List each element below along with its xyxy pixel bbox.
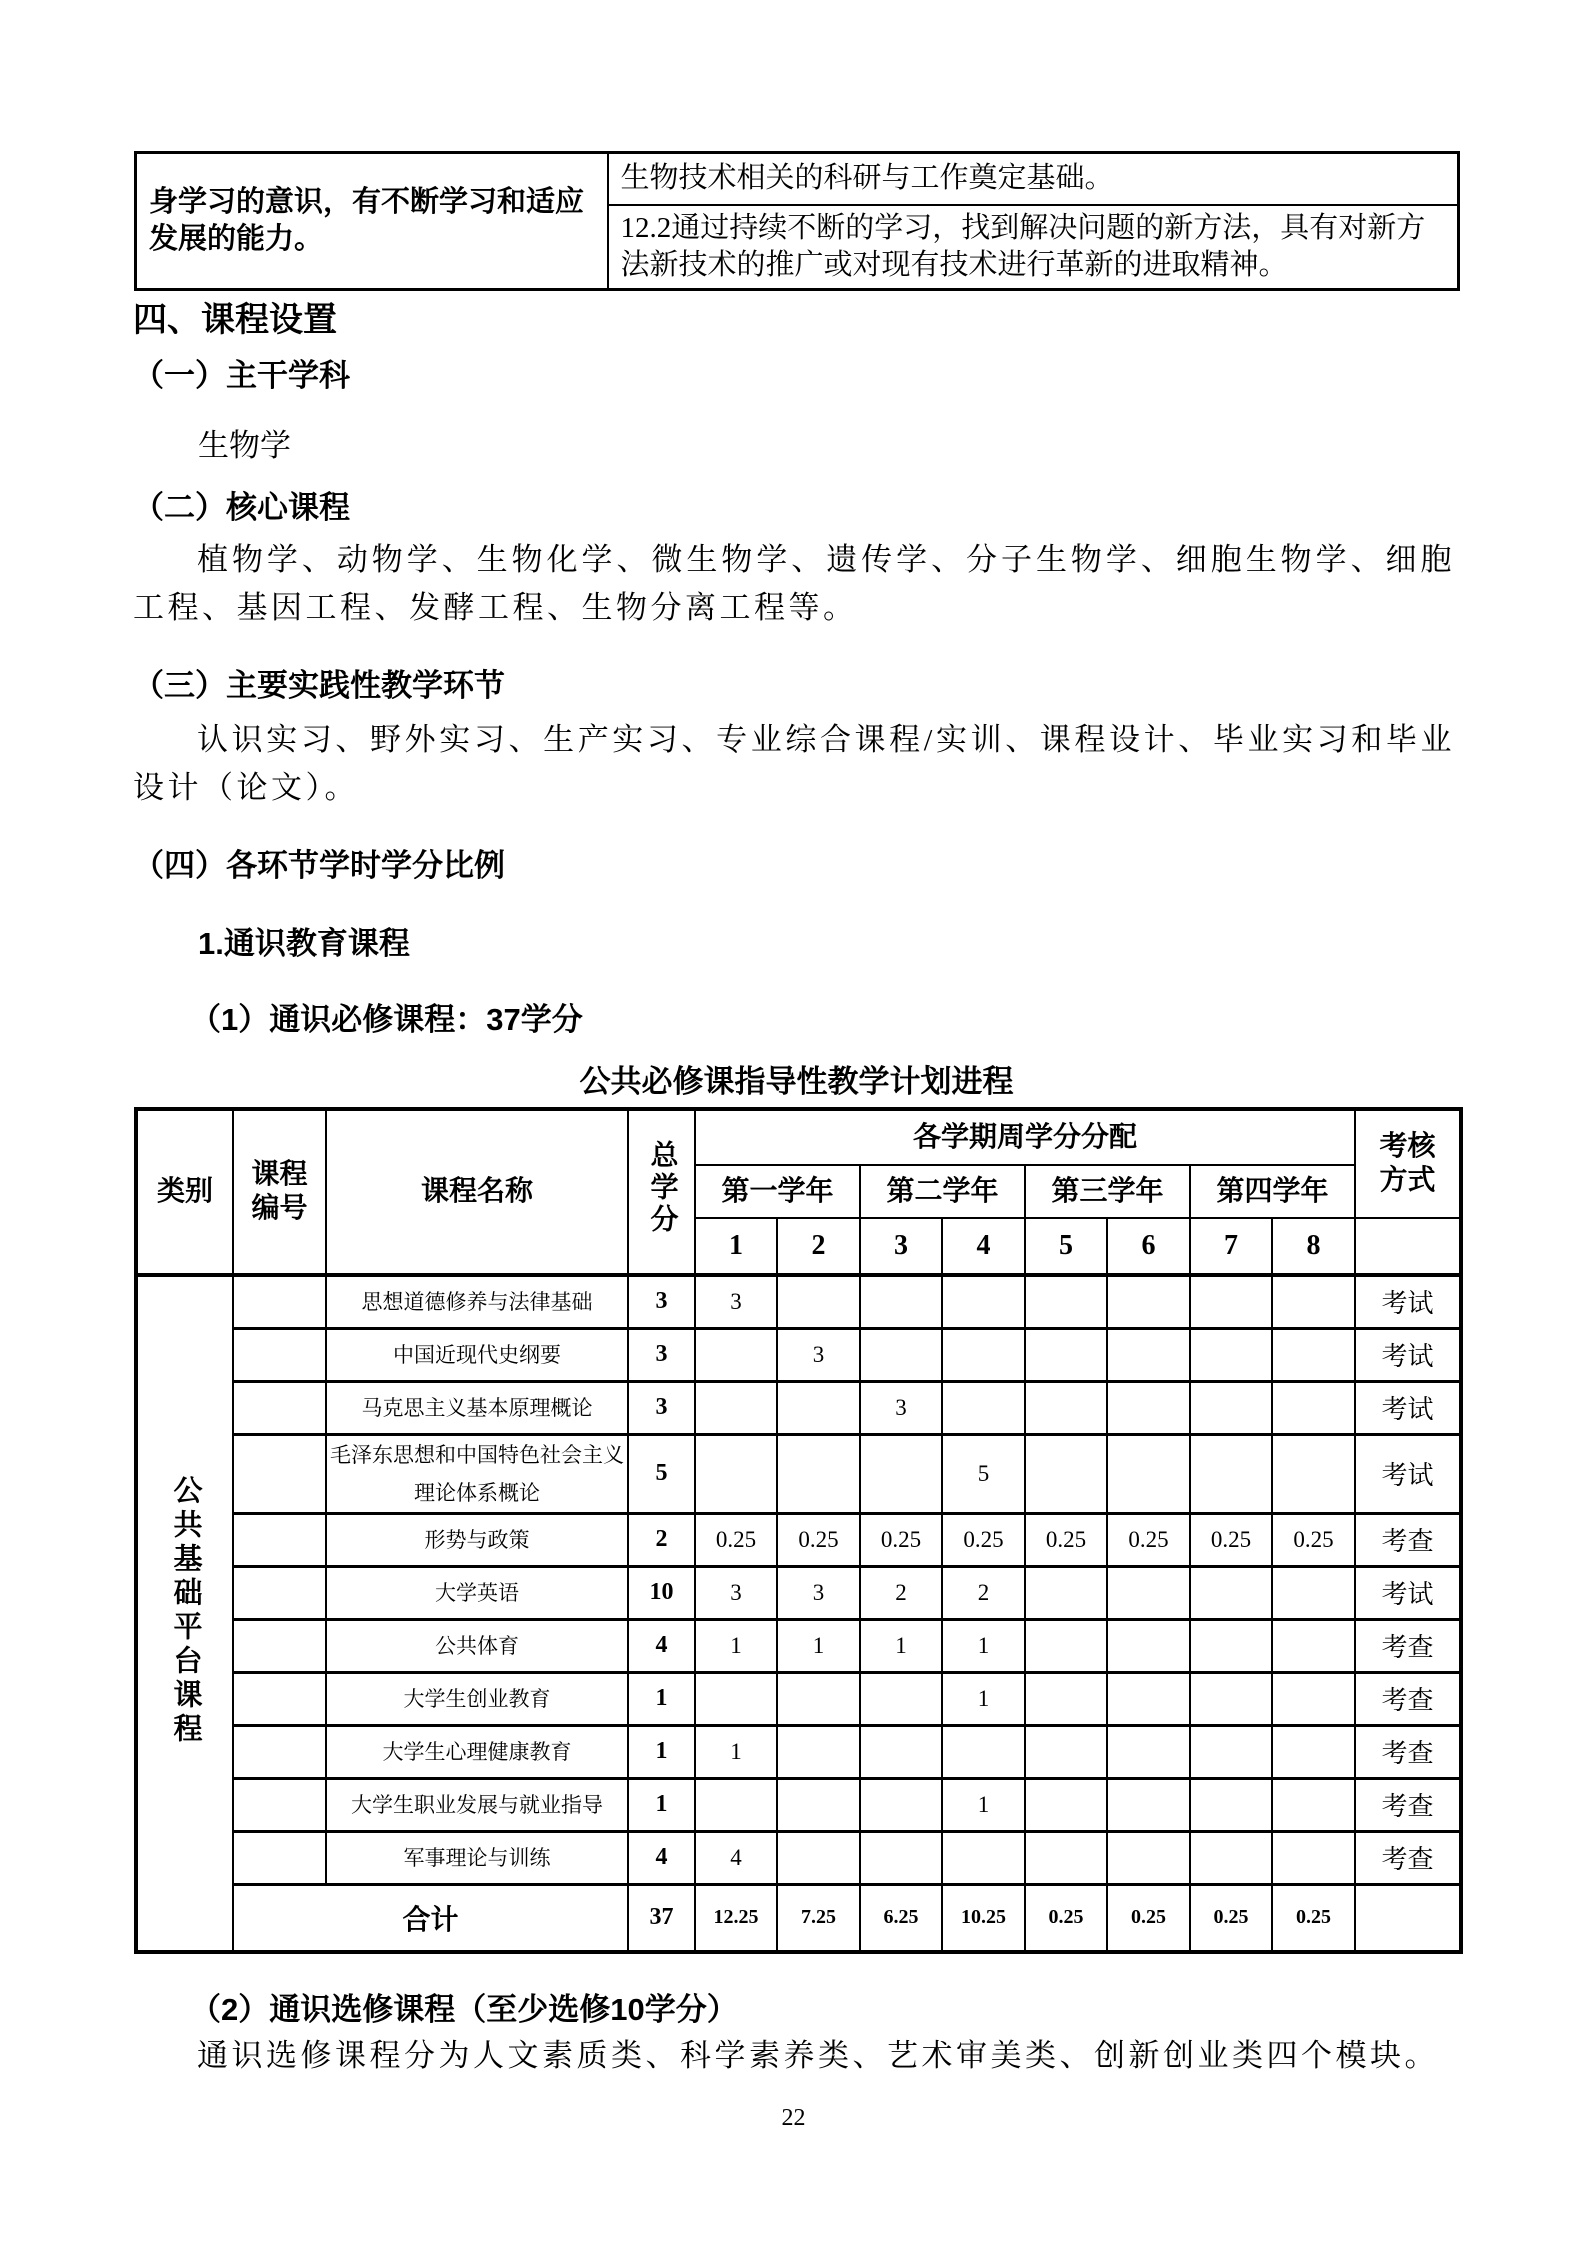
semester-credit-cell xyxy=(1190,1778,1272,1831)
header-sem-2: 2 xyxy=(777,1218,860,1275)
course-row xyxy=(136,1778,1461,1831)
semester-credit-cell xyxy=(1107,1566,1190,1619)
indicator-cell-2: 12.2通过持续不断的学习，找到解决问题的新方法，具有对新方法新技术的推广或对现有技术进行革新的进取精神。 xyxy=(608,205,1459,290)
header-year-2: 第二学年 xyxy=(860,1165,1025,1218)
semester-credit-cell xyxy=(695,1328,777,1381)
assessment-cell: 考查 xyxy=(1355,1725,1461,1778)
graduation-requirement-table xyxy=(134,151,1460,291)
semester-credit-cell xyxy=(1272,1619,1355,1672)
semester-credit-cell xyxy=(1272,1328,1355,1381)
category-label: 公共基础平台课程 xyxy=(169,1475,202,1747)
course-no-cell xyxy=(233,1513,326,1566)
semester-credit-cell xyxy=(1025,1328,1107,1381)
semester-credit-cell xyxy=(1190,1831,1272,1884)
semester-credit-cell xyxy=(1272,1831,1355,1884)
semester-credit-cell xyxy=(860,1778,942,1831)
section-heading-4: 四、课程设置 xyxy=(133,301,337,339)
header-year-3: 第三学年 xyxy=(1025,1165,1190,1218)
page-number: 22 xyxy=(781,2105,806,2131)
semester-credit-cell xyxy=(860,1672,942,1725)
semester-credit-cell xyxy=(777,1672,860,1725)
schedule-table-title: 公共必修课指导性教学计划进程 xyxy=(579,1064,1014,1099)
semester-credit-cell xyxy=(860,1434,942,1513)
course-row xyxy=(136,1619,1461,1672)
total-semester-cell: 7.25 xyxy=(777,1884,860,1952)
semester-credit-cell xyxy=(1107,1619,1190,1672)
semester-credit-cell xyxy=(942,1381,1025,1434)
course-name-cell: 中国近现代史纲要 xyxy=(326,1328,628,1381)
semester-credit-cell xyxy=(1025,1619,1107,1672)
semester-credit-cell xyxy=(942,1831,1025,1884)
assessment-cell: 考试 xyxy=(1355,1328,1461,1381)
semester-credit-cell xyxy=(695,1434,777,1513)
semester-credit-cell: 3 xyxy=(695,1275,777,1328)
semester-credit-cell xyxy=(942,1275,1025,1328)
total-credits-cell: 1 xyxy=(628,1778,695,1831)
semester-credit-cell: 0.25 xyxy=(942,1513,1025,1566)
header-total-credits: 总学分 xyxy=(628,1109,695,1275)
semester-credit-cell xyxy=(860,1831,942,1884)
header-sem-6: 6 xyxy=(1107,1218,1190,1275)
course-no-cell xyxy=(233,1831,326,1884)
course-row xyxy=(136,1831,1461,1884)
semester-credit-cell xyxy=(1190,1725,1272,1778)
semester-credit-cell: 1 xyxy=(942,1672,1025,1725)
semester-credit-cell xyxy=(1107,1672,1190,1725)
semester-credit-cell xyxy=(1272,1381,1355,1434)
semester-credit-cell xyxy=(1107,1275,1190,1328)
semester-credit-cell xyxy=(1190,1328,1272,1381)
course-name-cell: 大学生创业教育 xyxy=(326,1672,628,1725)
total-credits-cell: 3 xyxy=(628,1275,695,1328)
semester-credit-cell: 5 xyxy=(942,1434,1025,1513)
course-name-cell: 毛泽东思想和中国特色社会主义理论体系概论 xyxy=(326,1434,628,1513)
semester-credit-cell xyxy=(1025,1672,1107,1725)
semester-credit-cell xyxy=(1190,1434,1272,1513)
semester-credit-cell: 4 xyxy=(695,1831,777,1884)
semester-credit-cell xyxy=(1272,1778,1355,1831)
semester-credit-cell xyxy=(860,1275,942,1328)
semester-credit-cell: 0.25 xyxy=(860,1513,942,1566)
semester-credit-cell xyxy=(1107,1328,1190,1381)
header-year-1: 第一学年 xyxy=(695,1165,860,1218)
header-category: 类别 xyxy=(136,1109,233,1275)
total-semester-cell: 0.25 xyxy=(1025,1884,1107,1952)
semester-credit-cell xyxy=(1272,1434,1355,1513)
category-cell xyxy=(136,1275,233,1952)
course-name-cell: 形势与政策 xyxy=(326,1513,628,1566)
total-semester-cell: 10.25 xyxy=(942,1884,1025,1952)
semester-credit-cell xyxy=(777,1778,860,1831)
assessment-cell: 考查 xyxy=(1355,1619,1461,1672)
total-semester-cell: 12.25 xyxy=(695,1884,777,1952)
semester-credit-cell xyxy=(1190,1672,1272,1725)
semester-credit-cell xyxy=(1107,1831,1190,1884)
assessment-cell: 考查 xyxy=(1355,1672,1461,1725)
total-row xyxy=(136,1884,1461,1952)
course-no-cell xyxy=(233,1725,326,1778)
header-sem-3: 3 xyxy=(860,1218,942,1275)
requirement-cell: 身学习的意识，有不断学习和适应发展的能力。 xyxy=(136,153,608,290)
semester-credit-cell xyxy=(777,1381,860,1434)
semester-credit-cell xyxy=(860,1725,942,1778)
semester-credit-cell: 1 xyxy=(695,1725,777,1778)
semester-credit-cell: 0.25 xyxy=(1190,1513,1272,1566)
semester-credit-cell xyxy=(1272,1275,1355,1328)
semester-credit-cell: 2 xyxy=(860,1566,942,1619)
indicator-cell-1: 生物技术相关的科研与工作奠定基础。 xyxy=(608,153,1459,205)
semester-credit-cell xyxy=(1025,1831,1107,1884)
semester-credit-cell xyxy=(1107,1725,1190,1778)
total-credits-sum-cell: 37 xyxy=(628,1884,695,1952)
semester-credit-cell: 3 xyxy=(860,1381,942,1434)
semester-credit-cell xyxy=(1025,1778,1107,1831)
total-semester-cell: 0.25 xyxy=(1272,1884,1355,1952)
semester-credit-cell xyxy=(1190,1275,1272,1328)
total-label-cell: 合计 xyxy=(233,1884,628,1952)
subsection-heading-1: （一）主干学科 xyxy=(133,358,350,393)
assessment-cell: 考试 xyxy=(1355,1566,1461,1619)
schedule-table-body xyxy=(136,1275,1461,1952)
semester-credit-cell xyxy=(942,1328,1025,1381)
semester-credit-cell xyxy=(860,1328,942,1381)
course-row xyxy=(136,1725,1461,1778)
assessment-cell: 考查 xyxy=(1355,1513,1461,1566)
subsection-heading-4: （四）各环节学时学分比例 xyxy=(133,848,505,883)
semester-credit-cell xyxy=(695,1672,777,1725)
total-credits-cell: 3 xyxy=(628,1328,695,1381)
semester-credit-cell xyxy=(1190,1566,1272,1619)
semester-credit-cell xyxy=(777,1725,860,1778)
semester-credit-cell: 0.25 xyxy=(695,1513,777,1566)
semester-credit-cell: 1 xyxy=(942,1778,1025,1831)
total-credits-cell: 2 xyxy=(628,1513,695,1566)
course-name-cell: 公共体育 xyxy=(326,1619,628,1672)
header-assessment-spacer xyxy=(1355,1218,1461,1275)
course-row xyxy=(136,1275,1461,1328)
semester-credit-cell xyxy=(1107,1778,1190,1831)
course-no-cell xyxy=(233,1434,326,1513)
assessment-cell: 考试 xyxy=(1355,1434,1461,1513)
semester-credit-cell: 2 xyxy=(942,1566,1025,1619)
major-discipline-text: 生物学 xyxy=(198,428,291,463)
semester-credit-cell xyxy=(942,1725,1025,1778)
semester-credit-cell xyxy=(777,1831,860,1884)
semester-credit-cell xyxy=(1190,1381,1272,1434)
course-no-cell xyxy=(233,1328,326,1381)
course-row xyxy=(136,1381,1461,1434)
subsection-heading-3: （三）主要实践性教学环节 xyxy=(133,668,505,703)
header-year-4: 第四学年 xyxy=(1190,1165,1355,1218)
core-courses-paragraph: 植物学、动物学、生物化学、微生物学、遗传学、分子生物学、细胞生物学、细胞工程、基因工程、发酵工程、生物分离工程等。 xyxy=(133,542,1455,625)
assessment-cell: 考试 xyxy=(1355,1275,1461,1328)
total-credits-cell: 1 xyxy=(628,1672,695,1725)
course-row xyxy=(136,1566,1461,1619)
semester-credit-cell xyxy=(777,1275,860,1328)
semester-credit-cell: 1 xyxy=(942,1619,1025,1672)
header-sem-8: 8 xyxy=(1272,1218,1355,1275)
semester-credit-cell: 0.25 xyxy=(777,1513,860,1566)
course-name-cell: 大学生心理健康教育 xyxy=(326,1725,628,1778)
total-semester-cell: 0.25 xyxy=(1107,1884,1190,1952)
total-credits-cell: 4 xyxy=(628,1831,695,1884)
course-name-cell: 大学生职业发展与就业指导 xyxy=(326,1778,628,1831)
semester-credit-cell: 3 xyxy=(695,1566,777,1619)
semester-credit-cell xyxy=(1025,1381,1107,1434)
header-assessment: 考核方式 xyxy=(1355,1109,1461,1218)
elective-courses-heading: （2）通识选修课程（至少选修10学分） xyxy=(190,1992,738,2027)
semester-credit-cell xyxy=(1272,1672,1355,1725)
practice-teaching-paragraph: 认识实习、野外实习、生产实习、专业综合课程/实训、课程设计、毕业实习和毕业设计（论文）。 xyxy=(133,722,1455,805)
course-no-cell xyxy=(233,1566,326,1619)
semester-credit-cell xyxy=(1107,1434,1190,1513)
course-name-cell: 思想道德修养与法律基础 xyxy=(326,1275,628,1328)
semester-credit-cell xyxy=(777,1434,860,1513)
header-sem-1: 1 xyxy=(695,1218,777,1275)
course-no-cell xyxy=(233,1275,326,1328)
semester-credit-cell xyxy=(1025,1725,1107,1778)
semester-credit-cell xyxy=(1025,1275,1107,1328)
total-assessment-cell xyxy=(1355,1884,1461,1952)
header-sem-4: 4 xyxy=(942,1218,1025,1275)
semester-credit-cell: 1 xyxy=(777,1619,860,1672)
semester-credit-cell: 3 xyxy=(777,1566,860,1619)
total-credits-cell: 10 xyxy=(628,1566,695,1619)
semester-credit-cell xyxy=(1025,1566,1107,1619)
semester-credit-cell xyxy=(1272,1566,1355,1619)
course-name-cell: 马克思主义基本原理概论 xyxy=(326,1381,628,1434)
course-row xyxy=(136,1328,1461,1381)
semester-credit-cell: 1 xyxy=(695,1619,777,1672)
header-course-name: 课程名称 xyxy=(326,1109,628,1275)
header-sem-7: 7 xyxy=(1190,1218,1272,1275)
semester-credit-cell xyxy=(695,1778,777,1831)
required-courses-heading: （1）通识必修课程：37学分 xyxy=(190,1002,583,1037)
semester-credit-cell xyxy=(1272,1725,1355,1778)
total-credits-cell: 1 xyxy=(628,1725,695,1778)
semester-credit-cell: 1 xyxy=(860,1619,942,1672)
course-row xyxy=(136,1672,1461,1725)
semester-credit-cell xyxy=(1190,1619,1272,1672)
subsection-heading-2: （二）核心课程 xyxy=(133,490,350,525)
schedule-table xyxy=(134,1107,1463,1954)
total-semester-cell: 6.25 xyxy=(860,1884,942,1952)
elective-courses-paragraph: 通识选修课程分为人文素质类、科学素养类、艺术审美类、创新创业类四个模块。 xyxy=(197,2038,1439,2073)
course-name-cell: 军事理论与训练 xyxy=(326,1831,628,1884)
course-name-cell: 大学英语 xyxy=(326,1566,628,1619)
total-semester-cell: 0.25 xyxy=(1190,1884,1272,1952)
semester-credit-cell: 3 xyxy=(777,1328,860,1381)
semester-credit-cell: 0.25 xyxy=(1107,1513,1190,1566)
semester-credit-cell xyxy=(1025,1434,1107,1513)
semester-credit-cell xyxy=(695,1381,777,1434)
course-no-cell xyxy=(233,1381,326,1434)
assessment-cell: 考查 xyxy=(1355,1778,1461,1831)
assessment-cell: 考查 xyxy=(1355,1831,1461,1884)
total-credits-cell: 5 xyxy=(628,1434,695,1513)
assessment-cell: 考试 xyxy=(1355,1381,1461,1434)
header-weekly-distribution: 各学期周学分分配 xyxy=(695,1109,1355,1165)
semester-credit-cell: 0.25 xyxy=(1025,1513,1107,1566)
general-education-heading: 1.通识教育课程 xyxy=(198,926,410,961)
header-course-no: 课程编号 xyxy=(233,1109,326,1275)
header-sem-5: 5 xyxy=(1025,1218,1107,1275)
total-credits-cell: 3 xyxy=(628,1381,695,1434)
semester-credit-cell xyxy=(1107,1381,1190,1434)
course-no-cell xyxy=(233,1672,326,1725)
semester-credit-cell: 0.25 xyxy=(1272,1513,1355,1566)
course-no-cell xyxy=(233,1619,326,1672)
course-row xyxy=(136,1513,1461,1566)
course-row xyxy=(136,1434,1461,1513)
course-no-cell xyxy=(233,1778,326,1831)
total-credits-cell: 4 xyxy=(628,1619,695,1672)
